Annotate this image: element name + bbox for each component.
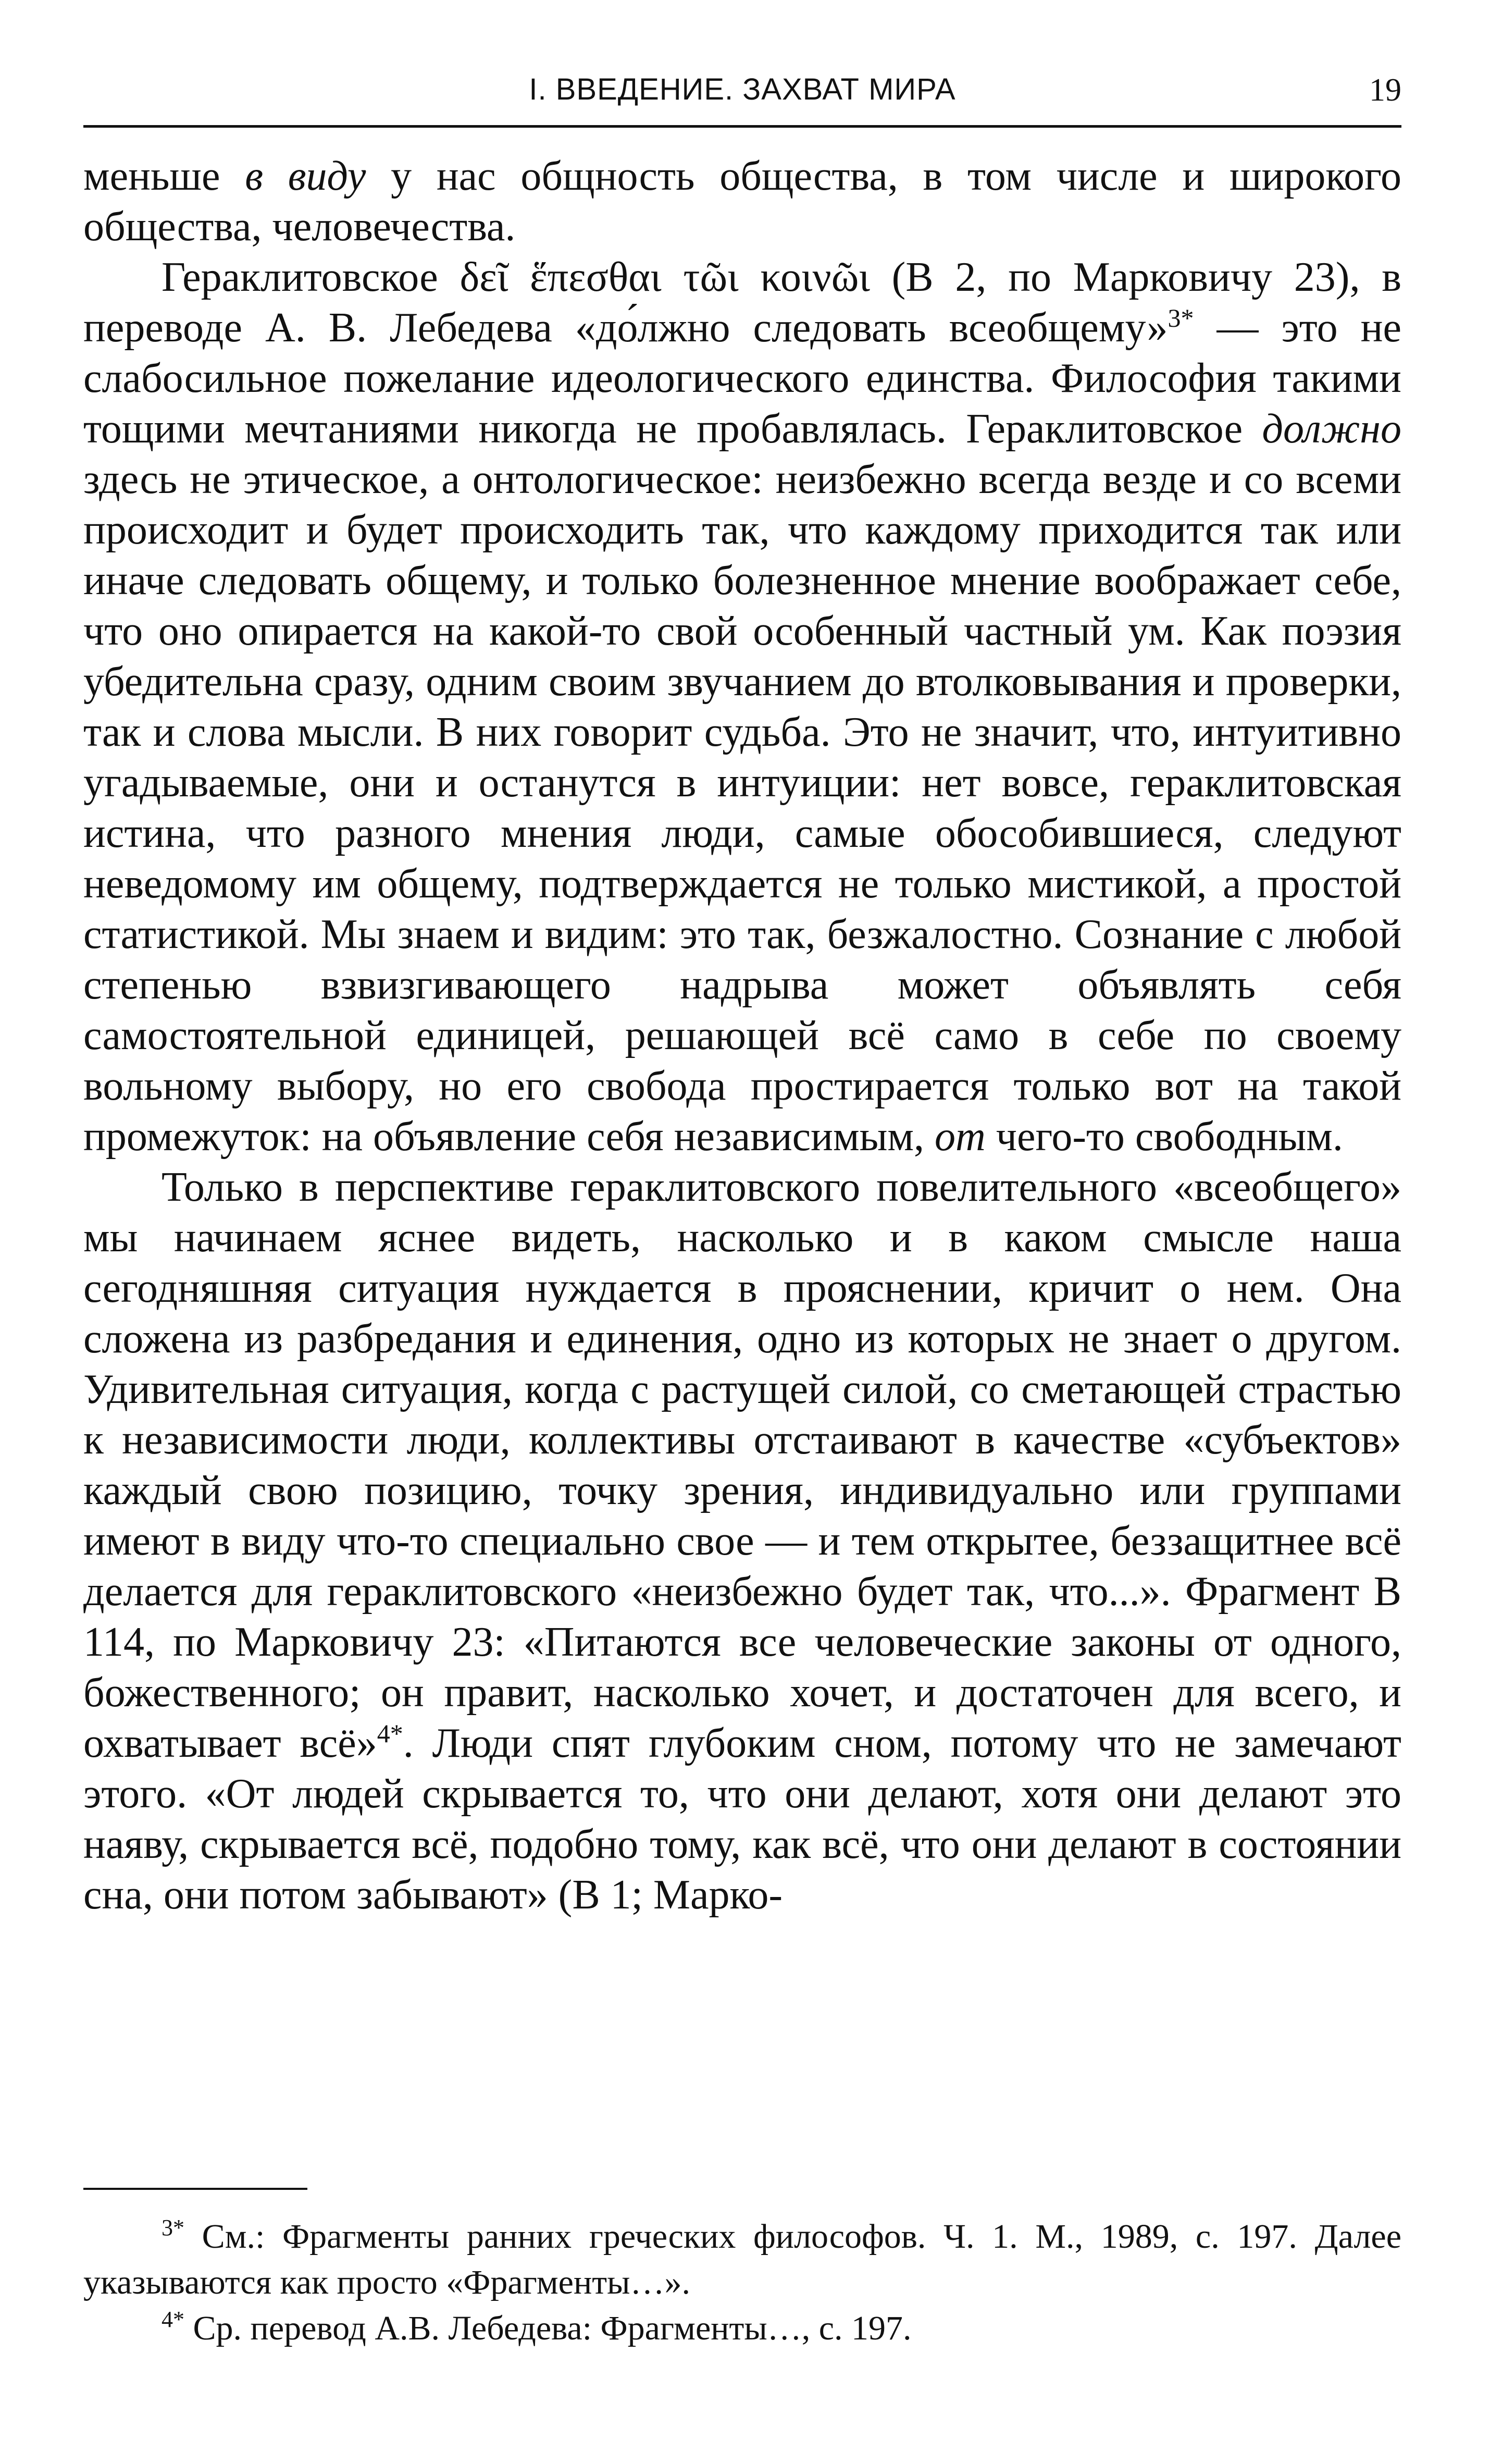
footnote-4	[83, 2306, 1401, 2351]
paragraph-3-text-2: . Люди спят глубоким сном, потому что не замечают этого. «От людей скрывается то, что они делают, хотя они делают это наяву, скрывается всё, подобно тому, как всё, что они делают в состоянии сна, они потом забывают» (B 1; Марко-	[83, 1720, 1402, 1918]
footnote-3-text: См.: Фрагменты ранних греческих философов. Ч. 1. М., 1989, с. 197. Далее указываются как просто «Фрагменты…».	[83, 2217, 1401, 2301]
paragraph-2-text-4: чего-то свободным.	[985, 1114, 1343, 1160]
footnote-4-mark: 4*	[162, 2307, 184, 2332]
paragraph-2-text-2: — это не слабосильное пожелание идеологического единства. Философия такими тощими мечтаниями никогда не пробавлялась. Гераклитовское	[83, 305, 1402, 452]
page-number: 19	[1369, 72, 1401, 108]
page-header	[83, 63, 1401, 128]
paragraph-2-text-1: Гераклитовское δεῖ ἕπεσθαι τῶι κοινῶι (B 2, по Марковичу 23), в переводе А. В. Лебедева «до́лжно следовать всеобщему»	[83, 254, 1401, 351]
footnotes	[83, 2214, 1401, 2351]
paragraph-1-italic-1: в виду	[245, 153, 366, 199]
paragraph-3-text-1: Только в перспективе гераклитовского повелительного «всеобщего» мы начинаем яснее видеть, насколько и в каком смысле наша сегодняшняя ситуация нуждается в прояснении, кричит о нем. Она сложена из разбредания и единения, одно из которых не знает о другом. Удивительная ситуация, когда с растущей силой, со сметающей страстью к независимости люди, коллективы отстаивают в качестве «субъектов» каждый свою позицию, точку зрения, индивидуально или группами имеют в виду что-то специально свое — и тем открытее, беззащитнее всё делается для гераклитовского «неизбежно будет так, что...». Фрагмент B 114, по Марковичу 23: «Питаются все человеческие законы от одного, божественного; он правит, насколько хочет, и достаточен для всего, и охватывает всё»	[83, 1164, 1401, 1766]
footnote-ref-3[interactable]: 3*	[1168, 303, 1194, 332]
paragraph-1-text-2: у нас общность общества, в том числе и широкого общества, человечества.	[83, 153, 1401, 250]
main-text	[83, 151, 1401, 1920]
paragraph-2-text-3: здесь не этическое, а онтологическое: неизбежно всегда везде и со всеми происходит и будет происходить так, что каждому приходится так или иначе следовать общему, и только болезненное мнение воображает себе, что оно опирается на какой-то свой особенный частный ум. Как поэзия убедительна сразу, одним своим звучанием до втолковывания и проверки, так и слова мысли. В них говорит судьба. Это не значит, что, интуитивно угадываемые, они и останутся в интуиции: нет вовсе, гераклитовская истина, что разного мнения люди, самые обособившиеся, следуют неведомому им общему, подтверждается не только мистикой, а простой статистикой. Мы знаем и видим: это так, безжалостно. Сознание с любой степенью взвизгивающего надрыва может объявлять себя самостоятельной единицей, решающей всё само в себе по своему вольному выбору, но его свобода простирается только вот на такой промежуток: на объявление себя независимым,	[83, 457, 1401, 1160]
footnote-divider	[83, 2188, 307, 2190]
paragraph-1-text-1: меньше	[83, 153, 245, 199]
running-title: I. ВВЕДЕНИЕ. ЗАХВАТ МИРА	[529, 72, 956, 106]
paragraph-3	[83, 1162, 1401, 1920]
footnote-3-mark: 3*	[162, 2215, 184, 2240]
book-page	[83, 63, 1401, 2408]
paragraph-2-italic-2: от	[934, 1114, 986, 1160]
paragraph-1	[83, 151, 1401, 252]
footnote-4-text: Ср. перевод А.В. Лебедева: Фрагменты…, с. 197.	[184, 2309, 912, 2347]
footnote-ref-4[interactable]: 4*	[377, 1719, 403, 1748]
footnote-3	[83, 2214, 1401, 2306]
paragraph-2-italic-1: должно	[1262, 406, 1401, 452]
paragraph-2	[83, 252, 1401, 1162]
